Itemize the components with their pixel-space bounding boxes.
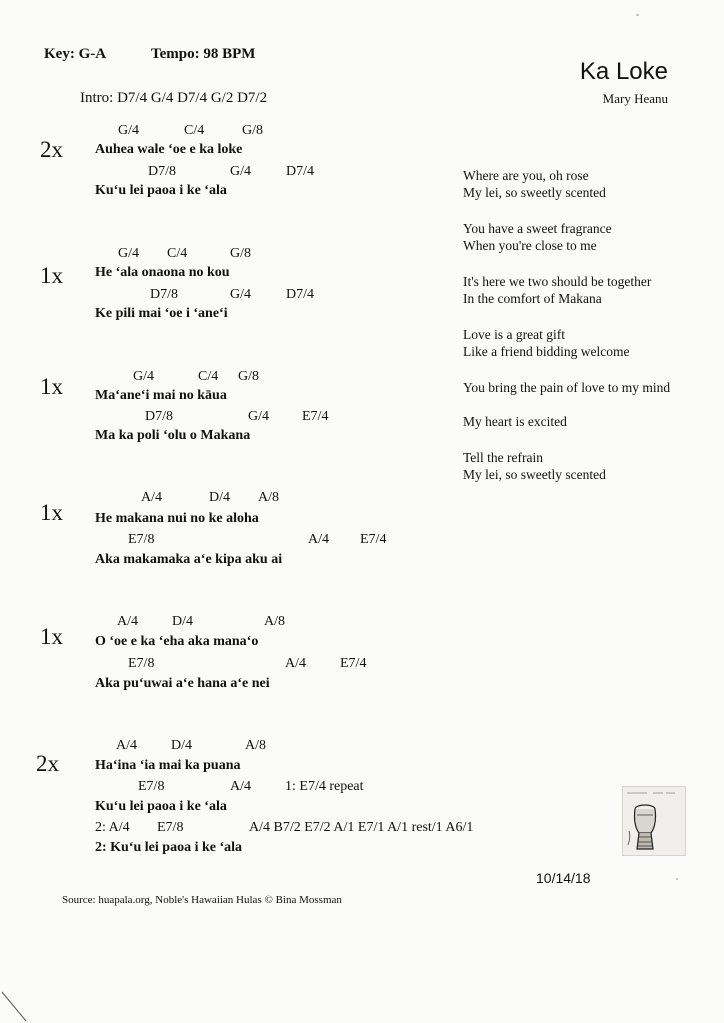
- translation-line: My heart is excited: [463, 414, 567, 429]
- translation-line: My lei, so sweetly scented: [463, 185, 606, 200]
- intro-chords: Intro: D7/4 G/4 D7/4 G/2 D7/2: [80, 90, 268, 106]
- translation-line: Where are you, oh rose: [463, 168, 589, 183]
- chord: E7/8: [128, 656, 155, 671]
- translation-line: My lei, so sweetly scented: [463, 467, 606, 482]
- song-key: Key: G-A: [44, 46, 107, 62]
- chord: G/4: [133, 369, 154, 384]
- lyric-line: O ‘oe e ka ‘eha aka mana‘o: [95, 634, 259, 649]
- chord: E7/8: [157, 820, 184, 835]
- chord: G/4: [230, 287, 251, 302]
- repeat-marker: 2x: [40, 137, 63, 162]
- chord: A/4: [116, 738, 137, 753]
- chord: A/4: [141, 490, 162, 505]
- chord: G/8: [242, 123, 263, 138]
- chord: D7/8: [150, 287, 178, 302]
- translation-line: Love is a great gift: [463, 327, 565, 342]
- lyric-line: 2: Ku‘u lei paoa i ke ‘ala: [95, 840, 243, 855]
- chord: 1: E7/4 repeat: [285, 779, 364, 794]
- chord: D/4: [171, 738, 192, 753]
- repeat-marker: 1x: [40, 263, 63, 288]
- lyric-line: He makana nui no ke aloha: [95, 511, 259, 526]
- chord: D/4: [172, 614, 193, 629]
- chord: E7/8: [138, 779, 165, 794]
- lyric-line: Ha‘ina ‘ia mai ka puana: [95, 758, 241, 773]
- chord: G/4: [118, 246, 139, 261]
- chord: C/4: [167, 246, 188, 261]
- lyric-line: Ma‘ane‘i mai no kāua: [95, 388, 227, 403]
- lyric-line: Ku‘u lei paoa i ke ‘ala: [95, 183, 227, 198]
- chord: G/8: [230, 246, 251, 261]
- chord: A/8: [245, 738, 266, 753]
- chord: A/4: [230, 779, 251, 794]
- scan-speck: [676, 878, 678, 880]
- translation-line: Like a friend bidding welcome: [463, 344, 630, 359]
- page-corner-mark: [0, 990, 30, 1023]
- chord: E7/4: [340, 656, 367, 671]
- song-tempo: Tempo: 98 BPM: [151, 46, 256, 62]
- repeat-marker: 1x: [40, 500, 63, 525]
- lyric-line: He ‘ala onaona no kou: [95, 265, 230, 280]
- chord: A/4 B7/2 E7/2 A/1 E7/1 A/1 rest/1 A6/1: [249, 820, 474, 835]
- lyric-line: Aka pu‘uwai a‘e hana a‘e nei: [95, 676, 270, 691]
- lyric-line: Ku‘u lei paoa i ke ‘ala: [95, 799, 227, 814]
- song-title: Ka Loke: [579, 58, 668, 85]
- source-credit: Source: huapala.org, Noble's Hawaiian Hulas © Bina Mossman: [62, 894, 342, 906]
- chord: A/4: [117, 614, 138, 629]
- translation-line: It's here we two should be together: [463, 274, 652, 289]
- chord: D7/4: [286, 287, 314, 302]
- repeat-marker: 1x: [40, 374, 63, 399]
- chord: D7/8: [148, 164, 176, 179]
- chord: G/4: [230, 164, 251, 179]
- translation-line: You have a sweet fragrance: [463, 221, 612, 236]
- chord: E7/4: [360, 532, 387, 547]
- chord: A/8: [258, 490, 279, 505]
- date: 10/14/18: [536, 870, 591, 886]
- lyric-line: Ma ka poli ‘olu o Makana: [95, 428, 251, 443]
- chord: D7/8: [145, 409, 173, 424]
- chord: G/4: [118, 123, 139, 138]
- song-author: Mary Heanu: [602, 91, 668, 106]
- chord: 2: A/4: [95, 820, 130, 835]
- chord: A/4: [308, 532, 329, 547]
- repeat-marker: 1x: [40, 624, 63, 649]
- chord: G/8: [238, 369, 259, 384]
- repeat-marker: 2x: [36, 751, 59, 776]
- chord: C/4: [198, 369, 219, 384]
- drum-icon: [623, 787, 685, 855]
- chord: D/4: [209, 490, 230, 505]
- chord: G/4: [248, 409, 269, 424]
- chord: E7/4: [302, 409, 329, 424]
- chord: E7/8: [128, 532, 155, 547]
- translation-line: When you're close to me: [463, 238, 597, 253]
- chord: A/8: [264, 614, 285, 629]
- translation-line: You bring the pain of love to my mind: [463, 380, 671, 395]
- lyric-line: Ke pili mai ‘oe i ‘ane‘i: [95, 306, 228, 321]
- translation-line: Tell the refrain: [463, 450, 544, 465]
- translation-line: In the comfort of Makana: [463, 291, 602, 306]
- chord: C/4: [184, 123, 205, 138]
- scan-speck: [636, 14, 639, 16]
- chord: A/4: [285, 656, 306, 671]
- lyric-line: Auhea wale ‘oe e ka loke: [95, 142, 243, 157]
- chord: D7/4: [286, 164, 314, 179]
- hula-drum-thumbnail: [622, 786, 686, 856]
- lyric-line: Aka makamaka a‘e kipa aku ai: [95, 552, 283, 567]
